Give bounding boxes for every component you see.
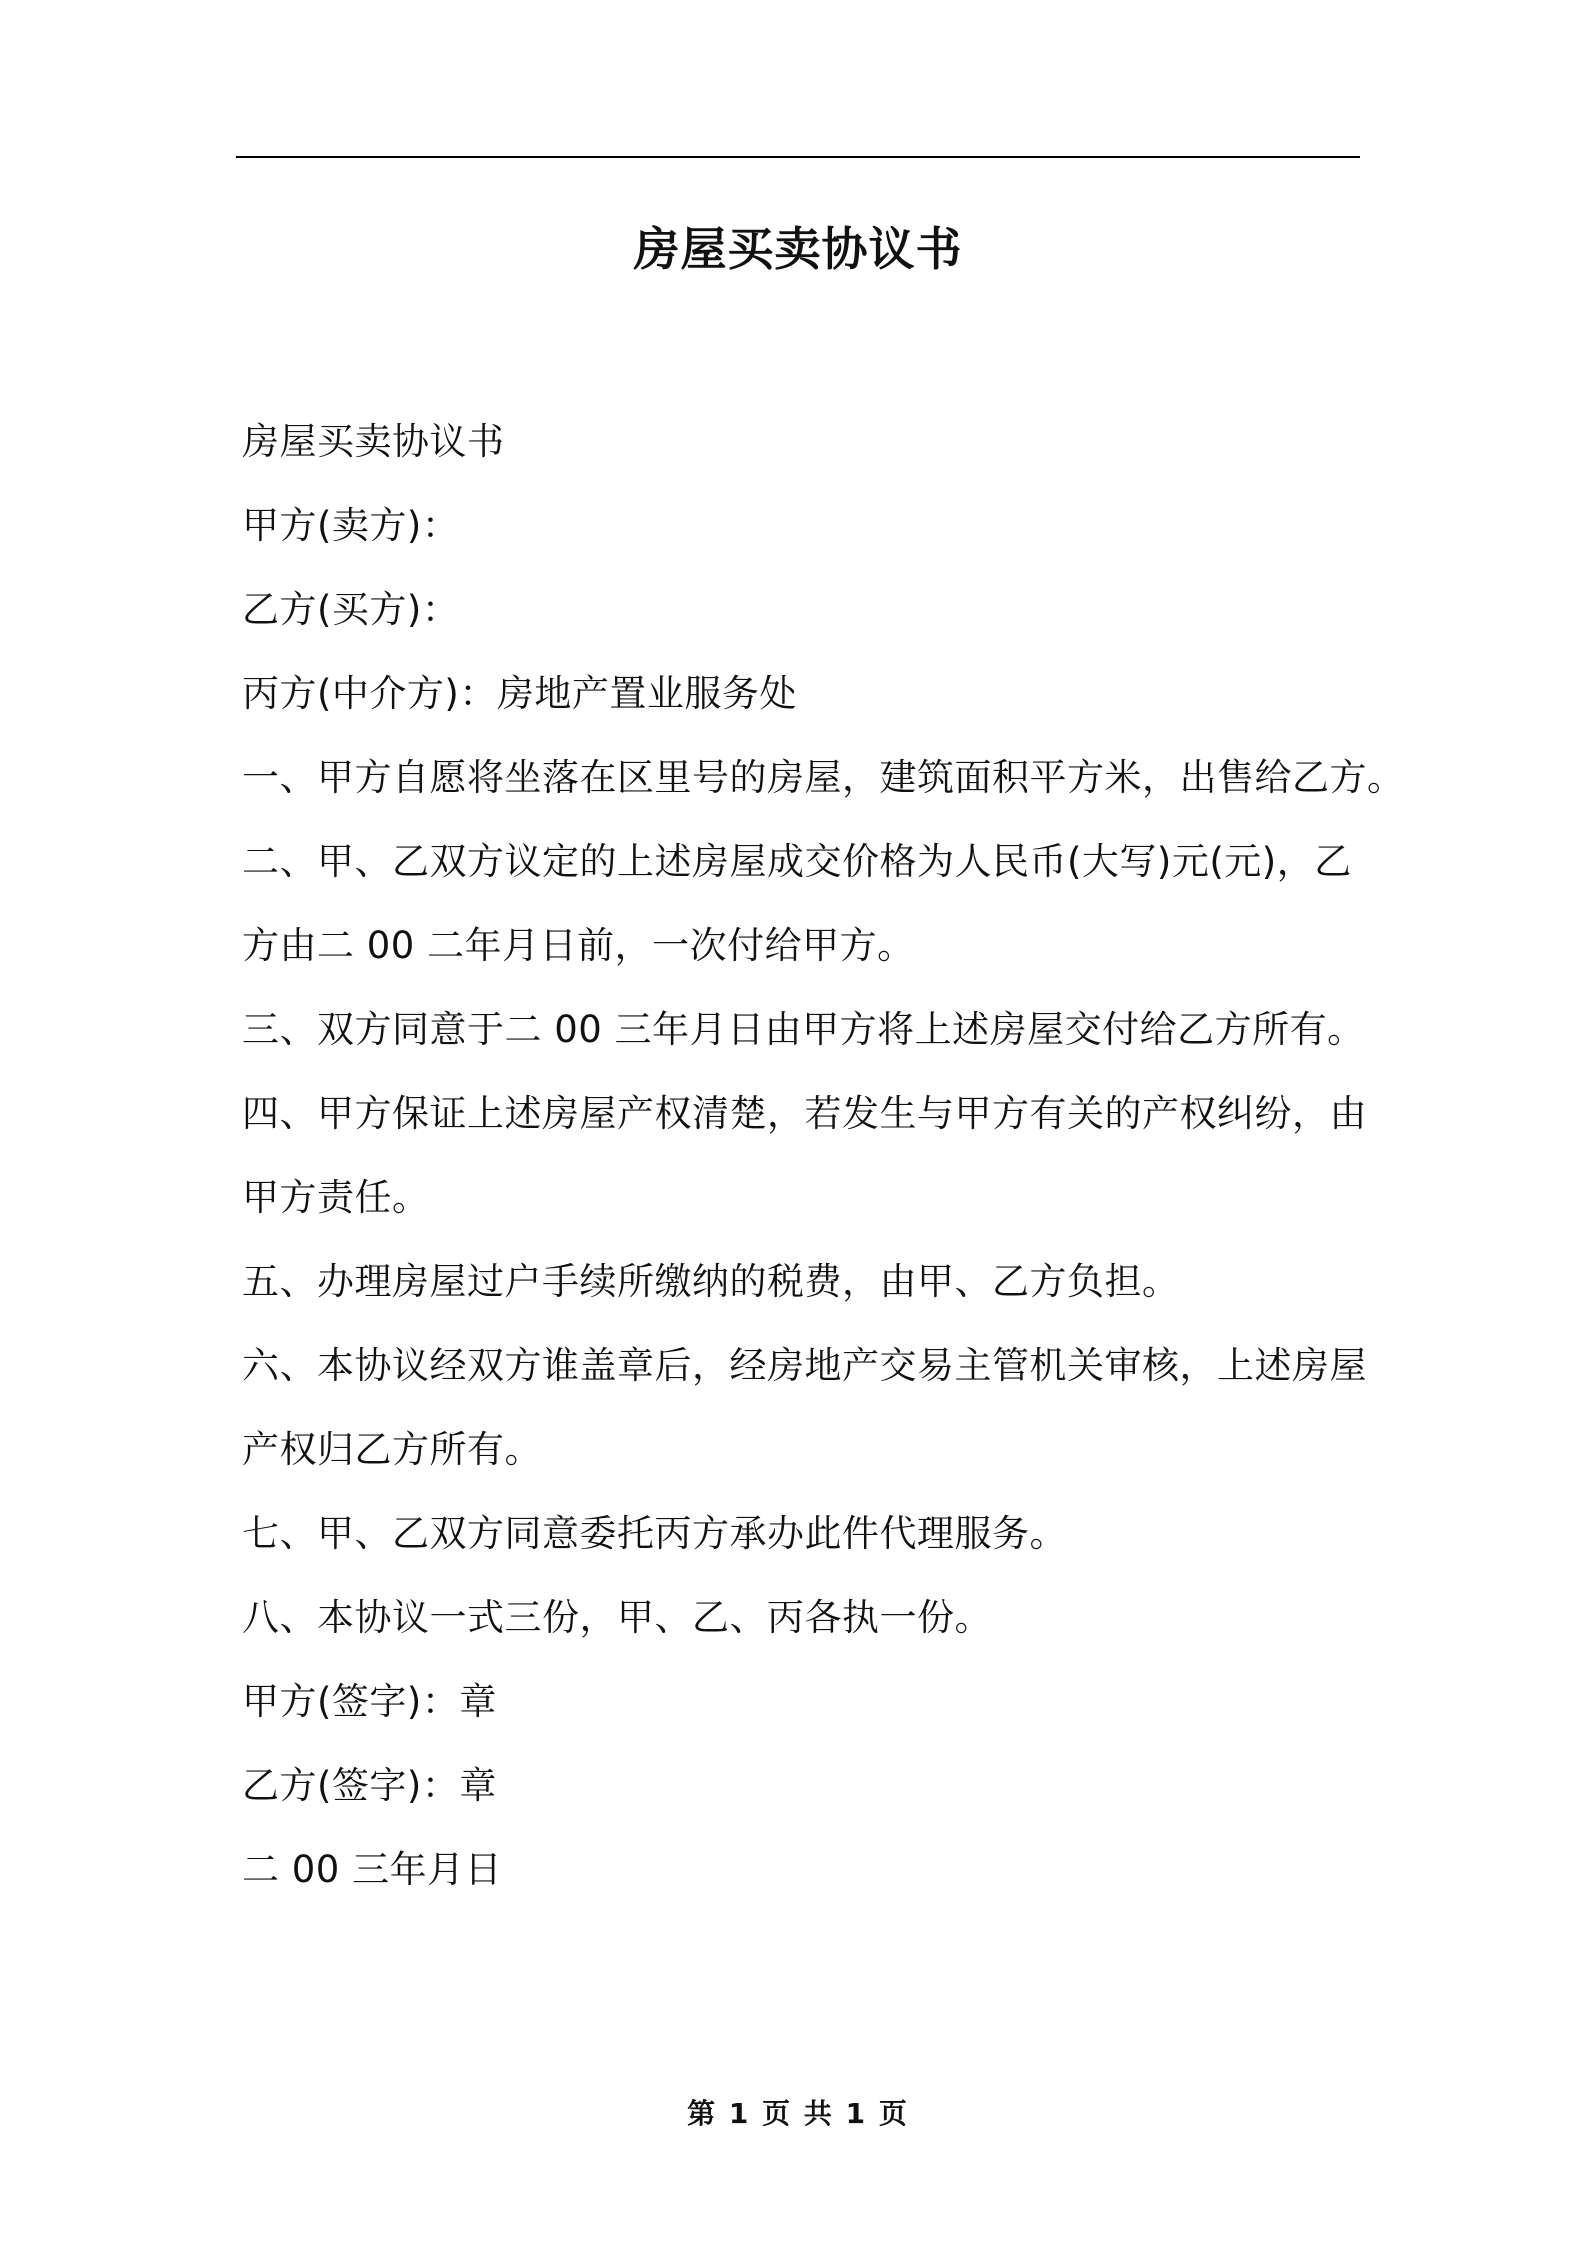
paragraph-clause-1: 一、甲方自愿将坐落在区里号的房屋，建筑面积平方米，出售给乙方。	[242, 756, 1405, 799]
paragraph-clause-2: 二、甲、乙双方议定的上述房屋成交价格为人民币(大写)元(元)，乙	[242, 840, 1352, 883]
paragraph-party-b: 乙方(买方)：	[242, 588, 460, 631]
document-body	[242, 400, 1405, 1912]
paragraph-clause-7: 七、甲、乙双方同意委托丙方承办此件代理服务。	[242, 1512, 1067, 1555]
paragraph-date: 二 00 三年月日	[242, 1848, 503, 1891]
paragraph-party-c: 丙方(中介方)：房地产置业服务处	[242, 672, 797, 715]
paragraph-signature-a: 甲方(签字)：章	[242, 1680, 497, 1723]
paragraph-clause-6: 六、本协议经双方谁盖章后，经房地产交易主管机关审核，上述房屋	[242, 1344, 1367, 1387]
paragraph-clause-6-cont: 产权归乙方所有。	[242, 1428, 542, 1471]
paragraph-signature-b: 乙方(签字)：章	[242, 1764, 497, 1807]
paragraph-clause-2-cont: 方由二 00 二年月日前，一次付给甲方。	[242, 924, 915, 967]
paragraph-clause-5: 五、办理房屋过户手续所缴纳的税费，由甲、乙方负担。	[242, 1260, 1180, 1303]
document-title: 房屋买卖协议书	[633, 222, 963, 276]
header-rule	[236, 156, 1360, 158]
paragraph-clause-3: 三、双方同意于二 00 三年月日由甲方将上述房屋交付给乙方所有。	[242, 1008, 1365, 1051]
paragraph-heading: 房屋买卖协议书	[242, 420, 505, 463]
paragraph-clause-4-cont: 甲方责任。	[242, 1176, 430, 1219]
paragraph-clause-4: 四、甲方保证上述房屋产权清楚，若发生与甲方有关的产权纠纷，由	[242, 1092, 1367, 1135]
page-footer: 第 1 页 共 1 页	[687, 2097, 909, 2130]
paragraph-clause-8: 八、本协议一式三份，甲、乙、丙各执一份。	[242, 1596, 992, 1639]
paragraph-party-a: 甲方(卖方)：	[242, 504, 460, 547]
